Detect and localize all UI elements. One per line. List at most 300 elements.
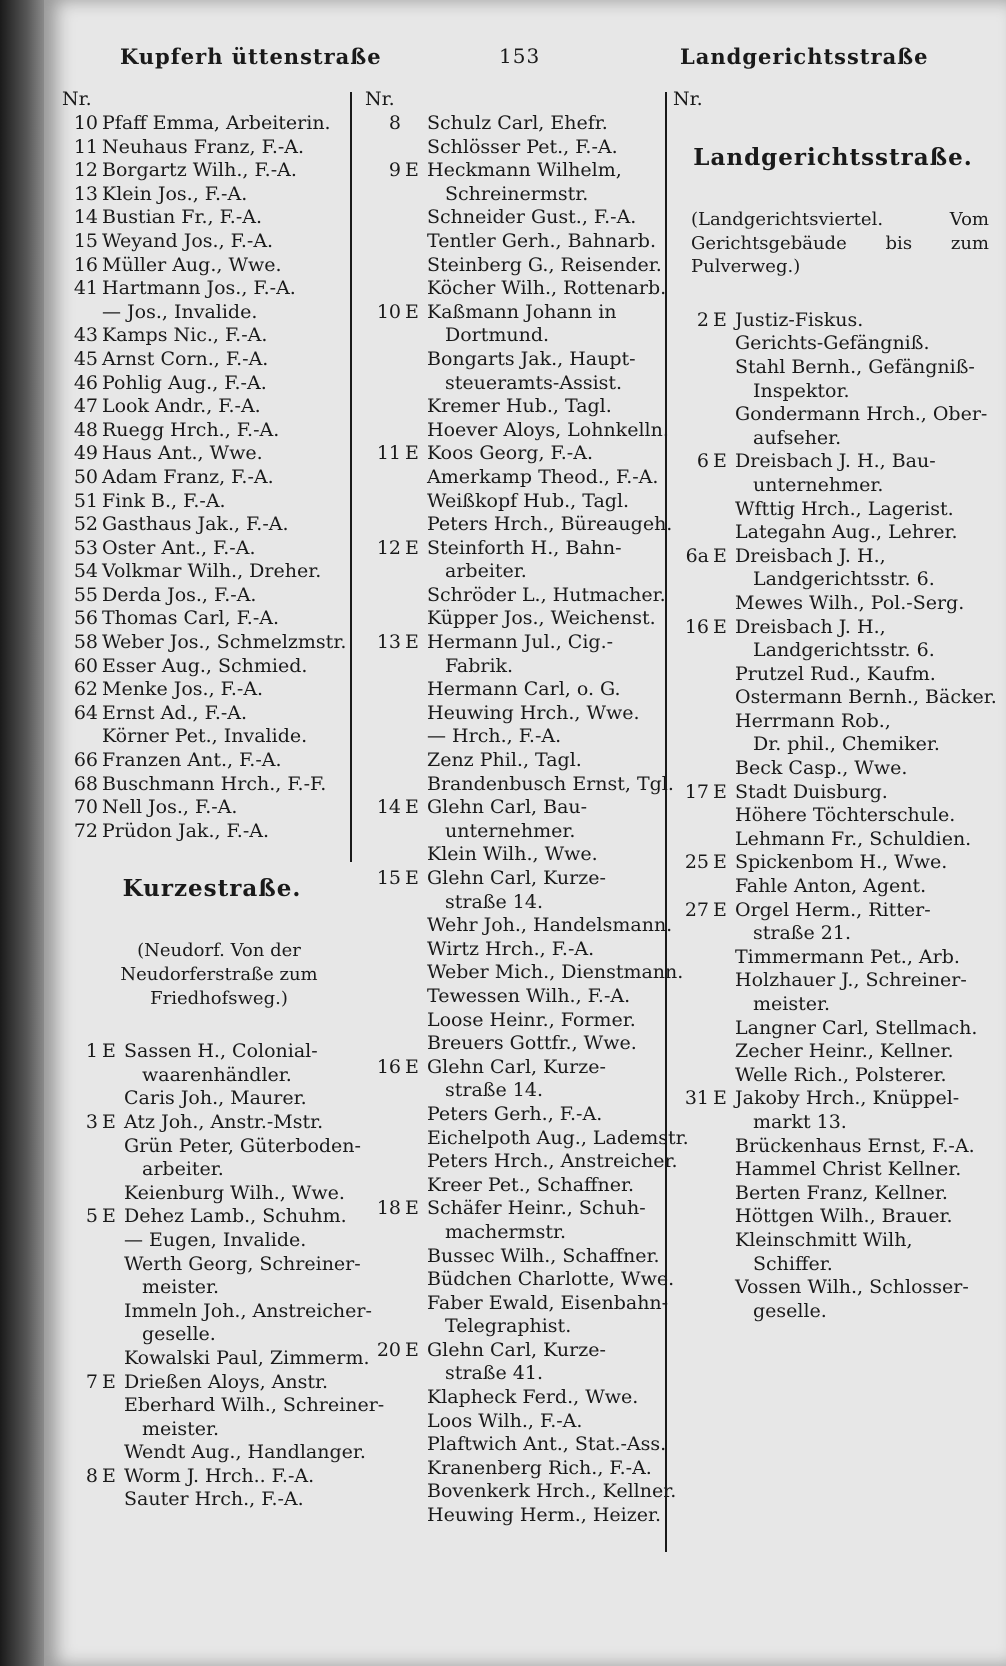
house-number: 60: [73, 654, 98, 677]
resident-entry: Büdchen Charlotte, Wwe.: [427, 1268, 675, 1291]
resident-entry: Bussec Wilh., Schaffner.: [427, 1244, 660, 1267]
house-number: 14: [73, 206, 98, 229]
list-item: [62, 183, 362, 207]
list-item: [673, 686, 997, 710]
resident-entry-continuation: straße 14.: [445, 1079, 543, 1102]
resident-entry: Ruegg Hrch., F.-A.: [102, 418, 280, 441]
resident-entry: Weyand Jos., F.-A.: [102, 229, 274, 252]
resident-entry: Klapheck Ferd., Wwe.: [427, 1386, 639, 1409]
list-item-continuation: [673, 1300, 993, 1324]
list-item: [62, 112, 362, 136]
house-number: 46: [73, 371, 98, 394]
house-number: 3: [85, 1110, 98, 1133]
column-3: [673, 88, 997, 1323]
list-item: [62, 1087, 362, 1111]
list-item-continuation: [673, 733, 993, 757]
list-item: [365, 466, 665, 490]
list-item: [62, 442, 362, 466]
resident-entry: Gasthaus Jak., F.-A.: [102, 513, 289, 536]
resident-entry: Lategahn Aug., Lehrer.: [735, 521, 958, 544]
list-item-continuation: [673, 639, 993, 663]
list-item: [365, 112, 665, 136]
resident-entry: Lehmann Fr., Schuldien.: [735, 827, 972, 850]
list-item: [365, 961, 684, 985]
owner-mark: E: [405, 1338, 419, 1361]
resident-entry: Hermann Jul., Cig.-: [427, 631, 614, 654]
list-item: [365, 277, 665, 301]
list-item-continuation: [673, 474, 993, 498]
list-item: [62, 1441, 366, 1465]
resident-entry: Küpper Jos., Weichenst.: [427, 607, 656, 630]
resident-entry: Peters Hrch., Büreaugeh.: [427, 513, 673, 536]
resident-entry: Schulz Carl, Ehefr.: [427, 112, 608, 134]
resident-entry: Kleinschmitt Wilh,: [735, 1228, 913, 1251]
resident-entry: Tewessen Wilh., F.-A.: [427, 984, 631, 1007]
resident-entry: Dreisbach J. H.,: [735, 544, 886, 567]
resident-entry: Eberhard Wilh., Schreiner-: [124, 1394, 385, 1417]
list-item-continuation: [673, 568, 993, 592]
house-number: 72: [73, 819, 98, 842]
list-item-continuation: [365, 655, 665, 679]
house-number: 8: [388, 112, 401, 134]
nr-label: Nr.: [365, 88, 395, 110]
list-item: [365, 159, 665, 183]
resident-entry: Kaßmann Johann in: [427, 300, 617, 323]
list-item: [365, 301, 665, 325]
house-number: 31: [684, 1087, 709, 1110]
owner-mark: E: [405, 631, 419, 654]
list-item: [62, 702, 362, 726]
list-item-continuation: [673, 1253, 993, 1277]
resident-entry: Menke Jos., F.-A.: [102, 678, 264, 701]
list-item: [673, 309, 993, 333]
list-item: [365, 1291, 669, 1316]
owner-mark: E: [713, 898, 727, 921]
list-item: [62, 1229, 362, 1253]
resident-entry: Klein Wilh., Wwe.: [427, 843, 598, 866]
house-number: 16: [73, 253, 98, 276]
resident-entry-continuation: meister.: [753, 993, 831, 1015]
list-item: [365, 678, 665, 702]
resident-entry: Drießen Aloys, Anstr.: [124, 1370, 329, 1393]
resident-entry: Peters Hrch., Anstreicher.: [427, 1150, 678, 1173]
house-number: 52: [73, 513, 98, 536]
list-item: [62, 466, 362, 490]
list-item: [365, 513, 673, 537]
house-number: 70: [73, 796, 98, 819]
resident-entry: Amerkamp Theod., F.-A.: [427, 465, 659, 488]
resident-entry: Thomas Carl, F.-A.: [102, 607, 280, 630]
resident-entry: Look Andr., F.-A.: [102, 395, 261, 418]
list-item-continuation: [365, 1079, 665, 1103]
resident-entry-continuation: meister.: [142, 1276, 220, 1299]
list-item: [62, 1488, 362, 1512]
list-item: [62, 655, 362, 679]
house-number: 7: [85, 1370, 98, 1393]
list-item: [62, 749, 362, 773]
list-item: [673, 828, 993, 852]
resident-entry-continuation: arbeiter.: [445, 560, 527, 583]
resident-entry-continuation: geselle.: [753, 1299, 827, 1322]
resident-entry: Kremer Hub., Tagl.: [427, 395, 612, 418]
list-item-continuation: [62, 1418, 362, 1442]
resident-entry: Plaftwich Ant., Stat.-Ass.: [427, 1433, 667, 1456]
list-item: [365, 1103, 665, 1127]
list-item: [365, 1245, 665, 1269]
list-item: [673, 946, 993, 970]
list-item: [673, 356, 993, 380]
resident-entry-continuation: waarenhändler.: [142, 1063, 292, 1086]
list-item-continuation: [365, 1315, 665, 1339]
resident-entry-continuation: Fabrik.: [445, 654, 514, 677]
resident-entry-continuation: Telegraphist.: [445, 1315, 572, 1338]
owner-mark: E: [102, 1110, 116, 1133]
resident-entry-continuation: straße 14.: [445, 890, 543, 913]
owner-mark: E: [405, 867, 419, 889]
owner-mark: E: [713, 851, 727, 874]
resident-entry: Stadt Duisburg.: [735, 780, 888, 803]
house-number: 16: [684, 615, 709, 638]
list-item: [365, 749, 665, 773]
list-item-continuation: [365, 560, 665, 584]
list-item: [365, 702, 665, 726]
resident-entry: Tentler Gerh., Bahnarb.: [427, 229, 656, 252]
list-item: [673, 545, 993, 569]
list-item: [62, 607, 362, 631]
resident-entry: Worm J. Hrch.. F.-A.: [124, 1464, 315, 1487]
house-number: 10: [376, 300, 401, 323]
list-item: [365, 395, 665, 419]
list-item: [62, 1205, 362, 1229]
resident-entry-continuation: straße 21.: [753, 922, 851, 945]
resident-entry: Höttgen Wilh., Brauer.: [735, 1205, 953, 1228]
directory-page: [44, 0, 1006, 1666]
resident-entry: Kamps Nic., F.-A.: [102, 324, 268, 347]
resident-entry: Welle Rich., Polsterer.: [735, 1063, 947, 1086]
resident-entry: Loos Wilh., F.-A.: [427, 1409, 583, 1432]
resident-entry: Zecher Heinr., Kellner.: [735, 1040, 954, 1063]
list-item-continuation: [365, 183, 665, 207]
page-header: [44, 38, 1006, 78]
house-number: 6a: [685, 544, 709, 567]
resident-entry: Kowalski Paul, Zimmerm.: [124, 1346, 370, 1369]
resident-entry-continuation: machermstr.: [445, 1220, 566, 1243]
list-item: [673, 1229, 993, 1253]
resident-entry: Orgel Herm., Ritter-: [735, 898, 931, 921]
resident-entry: Heuwing Hrch., Wwe.: [427, 701, 640, 724]
header-right-street: Landgerichtsstraße: [680, 44, 929, 69]
house-number: 2: [696, 308, 709, 331]
list-item: [365, 1197, 665, 1221]
resident-entry-continuation: Dr. phil., Chemiker.: [753, 733, 940, 756]
book-spine: [0, 0, 44, 1666]
list-item: [673, 757, 993, 781]
resident-entry: Wehr Joh., Handelsmann.: [427, 914, 673, 937]
list-item: [365, 348, 665, 372]
list-item: [365, 1433, 665, 1457]
resident-entry: Bongarts Jak., Haupt-: [427, 347, 636, 370]
resident-entry: Mewes Wilh., Pol.-Serg.: [735, 591, 965, 614]
resident-entry: Pfaff Emma, Arbeiterin.: [102, 112, 331, 134]
owner-mark: E: [405, 300, 419, 323]
resident-entry: Buschmann Hrch., F.-F.: [102, 772, 327, 795]
resident-entry-continuation: steueramts-Assist.: [445, 371, 623, 394]
resident-entry: Caris Joh., Maurer.: [124, 1087, 307, 1110]
house-number: 43: [73, 324, 98, 347]
resident-entry: Pohlig Aug., F.-A.: [102, 371, 267, 394]
list-item-continuation: [673, 993, 993, 1017]
resident-entry: Schlösser Pet., F.-A.: [427, 135, 618, 158]
resident-entry: Dreisbach J. H., Bau-: [735, 450, 936, 473]
column-2: [365, 88, 689, 1528]
section-desc-landgerichtsstrasse: (Landgerichtsviertel. Vom Gerichtsgebäude bis zum Pulverweg.): [691, 209, 989, 278]
list-item: [365, 1339, 665, 1363]
resident-entry: Heckmann Wilhelm,: [427, 159, 622, 182]
header-left-street: Kupferh üttenstraße: [120, 44, 382, 69]
list-item: [365, 938, 665, 962]
list-item: [365, 418, 669, 443]
list-item: [365, 843, 665, 867]
list-item-continuation: [365, 1221, 665, 1245]
house-number: 16: [376, 1055, 401, 1078]
list-item: [62, 372, 362, 396]
list-item: [62, 1135, 362, 1159]
house-number: 8: [85, 1464, 98, 1487]
list-item: [62, 206, 362, 230]
house-number: 53: [73, 536, 98, 559]
house-number: 64: [73, 701, 98, 724]
resident-entry: Esser Aug., Schmied.: [102, 654, 308, 677]
list-item: [62, 159, 362, 183]
list-item: [365, 1150, 678, 1174]
resident-entry: Loose Heinr., Former.: [427, 1008, 636, 1031]
resident-entry: Hammel Christ Kellner.: [735, 1158, 962, 1181]
list-item: [365, 1480, 677, 1504]
resident-entry: Beck Casp., Wwe.: [735, 757, 908, 780]
list-item-continuation: [365, 372, 665, 396]
resident-entry: Zenz Phil., Tagl.: [427, 749, 582, 772]
resident-entry: Fink B., F.-A.: [102, 489, 226, 512]
owner-mark: E: [102, 1370, 116, 1393]
house-number: 12: [376, 536, 401, 559]
list-item: [62, 725, 362, 749]
nr-label: Nr.: [62, 88, 92, 110]
list-item: [62, 136, 362, 160]
list-item: [62, 1394, 385, 1418]
list-item-continuation: [62, 1064, 362, 1088]
list-item: [62, 348, 362, 372]
resident-entry: Weber Jos., Schmelzmstr.: [102, 631, 347, 654]
list-item: [62, 513, 362, 537]
resident-entry: Berten Franz, Kellner.: [735, 1181, 948, 1204]
list-item-continuation: [365, 1362, 665, 1386]
resident-entry: Peters Gerh., F.-A.: [427, 1102, 603, 1125]
resident-entry: Glehn Carl, Kurze-: [427, 867, 606, 889]
resident-entry: Steinforth H., Bahn-: [427, 536, 622, 559]
resident-entry: Kreer Pet., Schaffner.: [427, 1173, 635, 1196]
list-item: [673, 804, 993, 828]
resident-entry: Müller Aug., Wwe.: [102, 253, 282, 276]
list-item: [365, 1386, 665, 1410]
resident-entry: Prutzel Rud., Kaufm.: [735, 662, 936, 685]
resident-entry: Derda Jos., F.-A.: [102, 583, 257, 606]
list-item: [365, 1457, 665, 1481]
list-item: [673, 1135, 993, 1159]
list-item: [673, 710, 993, 734]
resident-entry-continuation: Schiffer.: [753, 1252, 833, 1275]
list-item: [673, 592, 993, 616]
resident-entry: Köcher Wilh., Rottenarb.: [427, 277, 667, 300]
column-1: [62, 88, 385, 1512]
owner-mark: E: [713, 544, 727, 567]
resident-entry: Keienburg Wilh., Wwe.: [124, 1181, 345, 1204]
list-item: [62, 560, 362, 584]
resident-entry: Gerichts-Gefängniß.: [735, 332, 930, 355]
list-item: [365, 914, 673, 938]
list-item: [365, 442, 665, 466]
list-item: [673, 899, 993, 923]
list-item-continuation: [365, 820, 665, 844]
resident-entry: Glehn Carl, Kurze-: [427, 1338, 606, 1361]
resident-entry: Klein Jos., F.-A.: [102, 182, 248, 205]
resident-entry-continuation: unternehmer.: [753, 473, 884, 496]
column-rule-2: [665, 92, 667, 1552]
resident-entry: Volkmar Wilh., Dreher.: [102, 560, 322, 583]
list-item: [365, 136, 665, 160]
resident-entry: — Hrch., F.-A.: [427, 725, 562, 748]
list-item: [673, 332, 993, 356]
resident-entry: Nell Jos., F.-A.: [102, 796, 238, 819]
owner-mark: E: [102, 1205, 116, 1228]
resident-entry-continuation: Inspektor.: [753, 379, 850, 402]
list-item: [365, 772, 674, 797]
list-item: [62, 1299, 372, 1324]
list-item: [673, 1064, 993, 1088]
house-number: 62: [73, 678, 98, 701]
resident-entry: Faber Ewald, Eisenbahn-: [427, 1291, 669, 1314]
list-item: [365, 1268, 675, 1292]
resident-entry: Arnst Corn., F.-A.: [102, 347, 269, 370]
resident-entry: Wirtz Hrch., F.-A.: [427, 937, 595, 960]
list-item: [62, 277, 362, 301]
resident-entry: Schäfer Heinr., Schuh-: [427, 1197, 646, 1220]
list-item: [673, 450, 993, 474]
resident-entry: Höhere Töchterschule.: [735, 804, 956, 827]
resident-entry: Atz Joh., Anstr.-Mstr.: [124, 1110, 324, 1133]
house-number: 50: [73, 465, 98, 488]
list-item: [673, 1276, 993, 1300]
resident-entry: Breuers Gottfr., Wwe.: [427, 1032, 637, 1055]
list-item: [62, 1465, 362, 1489]
house-number: 27: [684, 898, 709, 921]
section-title-landgerichtsstrasse: Landgerichtsstraße.: [693, 144, 973, 171]
resident-entry: Weber Mich., Dienstmann.: [427, 961, 684, 984]
list-item-continuation: [673, 427, 993, 451]
list-item: [62, 1182, 362, 1206]
resident-entry: Borgartz Wilh., F.-A.: [102, 159, 297, 182]
house-number: 56: [73, 607, 98, 630]
resident-entry: Haus Ant., Wwe.: [102, 442, 263, 465]
section-title-kurzestrasse: Kurzestraße.: [122, 875, 302, 903]
resident-entry: Hermann Carl, o. G.: [427, 678, 621, 701]
list-item: [673, 875, 993, 899]
list-item-continuation: [62, 1158, 362, 1182]
resident-entry: Langner Carl, Stellmach.: [735, 1016, 978, 1039]
resident-entry: Weißkopf Hub., Tagl.: [427, 489, 630, 512]
house-number: 18: [376, 1197, 401, 1220]
resident-entry-continuation: markt 13.: [753, 1110, 847, 1133]
list-item: [62, 254, 362, 278]
resident-entry: Grün Peter, Güterboden-: [124, 1134, 361, 1157]
resident-entry: Gondermann Hrch., Ober-: [735, 403, 988, 426]
resident-entry-continuation: unternehmer.: [445, 819, 576, 842]
list-item: [365, 254, 665, 278]
resident-entry: Dreisbach J. H.,: [735, 615, 886, 638]
resident-entry-continuation: Schreinermstr.: [445, 182, 589, 205]
owner-mark: E: [713, 1087, 727, 1110]
owner-mark: E: [713, 308, 727, 331]
house-number: 11: [73, 135, 98, 158]
list-item: [62, 537, 362, 561]
owner-mark: E: [405, 1055, 419, 1078]
resident-entry: Neuhaus Franz, F.-A.: [102, 135, 305, 158]
resident-entry: — Jos., Invalide.: [102, 300, 258, 323]
list-item: [62, 1346, 370, 1371]
list-item-continuation: [365, 891, 665, 915]
list-item: [62, 1111, 362, 1135]
resident-entry: Fahle Anton, Agent.: [735, 875, 927, 898]
list-item: [365, 867, 665, 891]
house-number: 6: [696, 450, 709, 473]
list-item: [673, 521, 993, 545]
resident-entry: Prüdon Jak., F.-A.: [102, 819, 270, 842]
resident-entry: Jakoby Hrch., Knüppel-: [735, 1087, 960, 1110]
house-number: 10: [73, 112, 98, 134]
resident-entry: Schröder L., Hutmacher.: [427, 583, 666, 606]
owner-mark: E: [713, 615, 727, 638]
house-number: 45: [73, 347, 98, 370]
list-item: [62, 419, 362, 443]
list-item: [673, 616, 993, 640]
list-item: [62, 820, 362, 844]
list-item: [673, 1158, 993, 1182]
resident-entry-continuation: arbeiter.: [142, 1158, 224, 1181]
resident-entry: Holzhauer J., Schreiner-: [735, 969, 967, 992]
resident-entry: Herrmann Rob.,: [735, 709, 891, 732]
owner-mark: E: [713, 780, 727, 803]
house-number: 47: [73, 395, 98, 418]
list-item: [62, 584, 362, 608]
list-item: [62, 490, 362, 514]
resident-entry-continuation: Landgerichtsstr. 6.: [753, 639, 935, 662]
house-number: 54: [73, 560, 98, 583]
list-item: [365, 537, 665, 561]
list-item: [62, 631, 362, 655]
house-number: 68: [73, 772, 98, 795]
list-item: [365, 725, 665, 749]
resident-entry: Bovenkerk Hrch., Kellner.: [427, 1480, 677, 1503]
resident-entry: Adam Franz, F.-A.: [102, 465, 274, 488]
resident-entry: Ernst Ad., F.-A.: [102, 701, 248, 724]
house-number: 55: [73, 583, 98, 606]
resident-entry: Glehn Carl, Kurze-: [427, 1055, 606, 1078]
resident-entry: Ostermann Bernh., Bäcker.: [735, 686, 997, 709]
list-item: [365, 1009, 665, 1033]
house-number: 49: [73, 442, 98, 465]
resident-entry: Werth Georg, Schreiner-: [124, 1252, 361, 1275]
resident-entry: Glehn Carl, Bau-: [427, 796, 588, 819]
owner-mark: E: [405, 1197, 419, 1220]
